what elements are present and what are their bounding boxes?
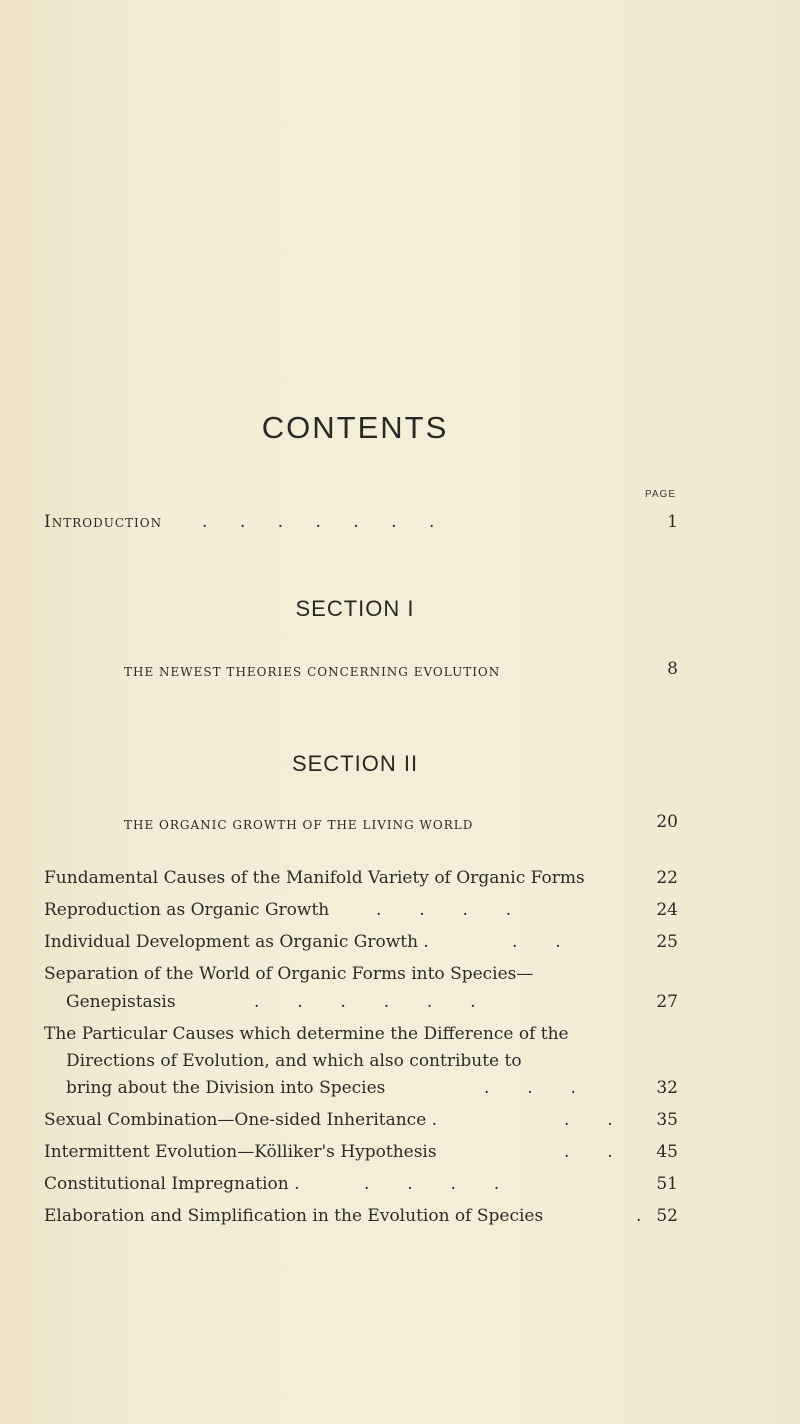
page-column-label: PAGE [644, 489, 676, 500]
toc-entry-label: Directions of Evolution, and which also contribute to [66, 1051, 522, 1071]
leader-dots: . . . . . . [254, 992, 476, 1012]
toc-page-number: 51 [656, 1174, 678, 1194]
section-1-page-number: 8 [667, 659, 678, 679]
leader-dots: . . . . . . . [202, 512, 435, 532]
leader-dots: . . [564, 1142, 613, 1162]
toc-entry-label: Elaboration and Simplification in the Evolution of Species [44, 1206, 544, 1226]
leader-dots: . . . . [364, 1174, 500, 1194]
toc-entry-label: Genepistasis [66, 992, 176, 1012]
leader-dots: . . [564, 1110, 613, 1130]
toc-entry-label: bring about the Division into Species [66, 1078, 386, 1098]
section-2-page-number: 20 [656, 812, 678, 832]
leader-dots: . [636, 1206, 642, 1226]
section-1-heading: SECTION I [295, 596, 415, 621]
section-1-subtitle[interactable]: THE NEWEST THEORIES CONCERNING EVOLUTION [124, 665, 501, 679]
toc-entry-label: Reproduction as Organic Growth [44, 900, 330, 920]
leader-dots: . . [512, 932, 561, 952]
toc-page-number: 22 [656, 868, 678, 888]
toc-entry-label: The Particular Causes which determine the Difference of the [44, 1024, 569, 1044]
toc-page-number: 25 [656, 932, 678, 952]
toc-page-number: 24 [656, 900, 678, 920]
toc-page-number: 27 [656, 992, 678, 1012]
toc-entry-label: Sexual Combination—One-sided Inheritance . [44, 1110, 438, 1130]
toc-entry-label: Individual Development as Organic Growth . [44, 932, 429, 952]
toc-entry-label: Intermittent Evolution—Kölliker's Hypothesis [44, 1142, 437, 1162]
toc-page-number: 32 [656, 1078, 678, 1098]
page-title: CONTENTS [261, 410, 449, 445]
toc-entry-label: Fundamental Causes of the Manifold Variety of Organic Forms [44, 868, 585, 888]
leader-dots: . . . [484, 1078, 576, 1098]
toc-entry-label: Introduction [44, 512, 163, 532]
toc-page-number: 52 [656, 1206, 678, 1226]
leader-dots: . . . . [376, 900, 512, 920]
toc-entry-label: Constitutional Impregnation . [44, 1174, 300, 1194]
toc-page-number: 45 [656, 1142, 678, 1162]
section-2-subtitle[interactable]: THE ORGANIC GROWTH OF THE LIVING WORLD [124, 818, 474, 832]
toc-page-number: 1 [667, 512, 678, 532]
section-2-heading: SECTION II [291, 751, 419, 776]
toc-entry-label: Separation of the World of Organic Forms into Species— [44, 964, 534, 984]
toc-page-number: 35 [656, 1110, 678, 1130]
